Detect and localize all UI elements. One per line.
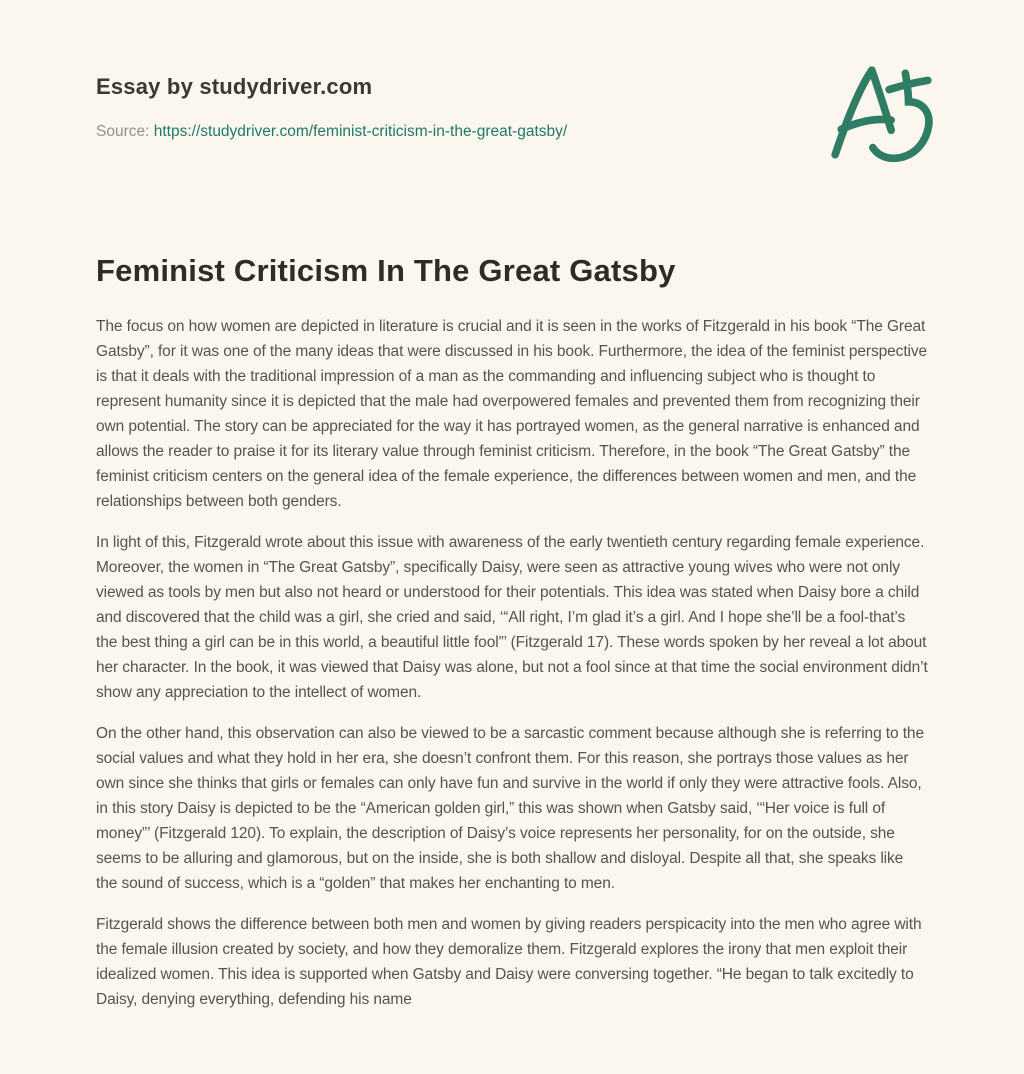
essay-paragraph-3: On the other hand, this observation can also be viewed to be a sarcastic comment because although she is referring to the social values and what they hold in her era, she doesn’t confront them. For this reason, she portrays those values as her own since she thinks that girls or females can only have fun and survive in the world if only they were attractive fools. Also, in this story Daisy is depicted to be the “American golden girl,” this was shown when Gatsby said, ‘“Her voice is full of money”’ (Fitzgerald 120). To explain, the description of Daisy’s voice represents her personality, for on the outside, she seems to be alluring and glamorous, but on the inside, she is both shallow and disloyal. Despite all that, she speaks like the sound of success, which is a “golden” that makes her enchanting to men.: [96, 725, 924, 892]
essay-paragraph-2: In light of this, Fitzgerald wrote about this issue with awareness of the early twentieth century regarding female experience. Moreover, the women in “The Great Gatsby”, specifically Daisy, were seen as attractive young wives who were not only viewed as tools by men but also not heard or understood for their potentials. This idea was stated when Daisy bore a child and discovered that the child was a girl, she cried and said, ‘“All right, I’m glad it’s a girl. And I hope she’ll be a fool-that’s the best thing a girl can be in this world, a beautiful little fool”’ (Fitzgerald 17). These words spoken by her reveal a lot about her character. In the book, it was viewed that Daisy was alone, but not a fool since at that time the social environment didn’t show any appreciation to the intellect of women.: [96, 534, 928, 701]
a-plus-logo-icon: [826, 58, 938, 170]
header-title: Essay by studydriver.com: [96, 74, 373, 99]
source-line: [96, 122, 928, 141]
essay-body: [96, 314, 928, 1012]
source-url-link[interactable]: https://studydriver.com/feminist-criticism-in-the-great-gatsby/: [153, 123, 568, 140]
source-label: Source:: [96, 123, 150, 140]
page-header: [96, 74, 928, 141]
essay-paragraph-4: Fitzgerald shows the difference between both men and women by giving readers perspicacity into the men who agree with the female illusion created by society, and how they demoralize them. Fitzgerald explores the irony that men exploit their idealized women. This idea is supported when Gatsby and Daisy were conversing together. “He began to talk excitedly to Daisy, denying everything, defending his name: [96, 916, 922, 1008]
essay-content: [96, 253, 928, 1012]
essay-paragraph-1: The focus on how women are depicted in literature is crucial and it is seen in the works of Fitzgerald in his book “The Great Gatsby”, for it was one of the many ideas that were discussed in his book. Furthermore, the idea of the feminist perspective is that it deals with the traditional impression of a man as the commanding and influencing subject who is thought to represent humanity since it is depicted that the male had overpowered females and prevented them from recognizing their own potential. The story can be appreciated for the way it has portrayed women, as the general narrative is enhanced and allows the reader to praise it for its literary value through feminist criticism. Therefore, in the book “The Great Gatsby” the feminist criticism centers on the general idea of the female experience, the differences between women and men, and the relationships between both genders.: [96, 318, 928, 510]
essay-title: Feminist Criticism In The Great Gatsby: [96, 253, 676, 288]
